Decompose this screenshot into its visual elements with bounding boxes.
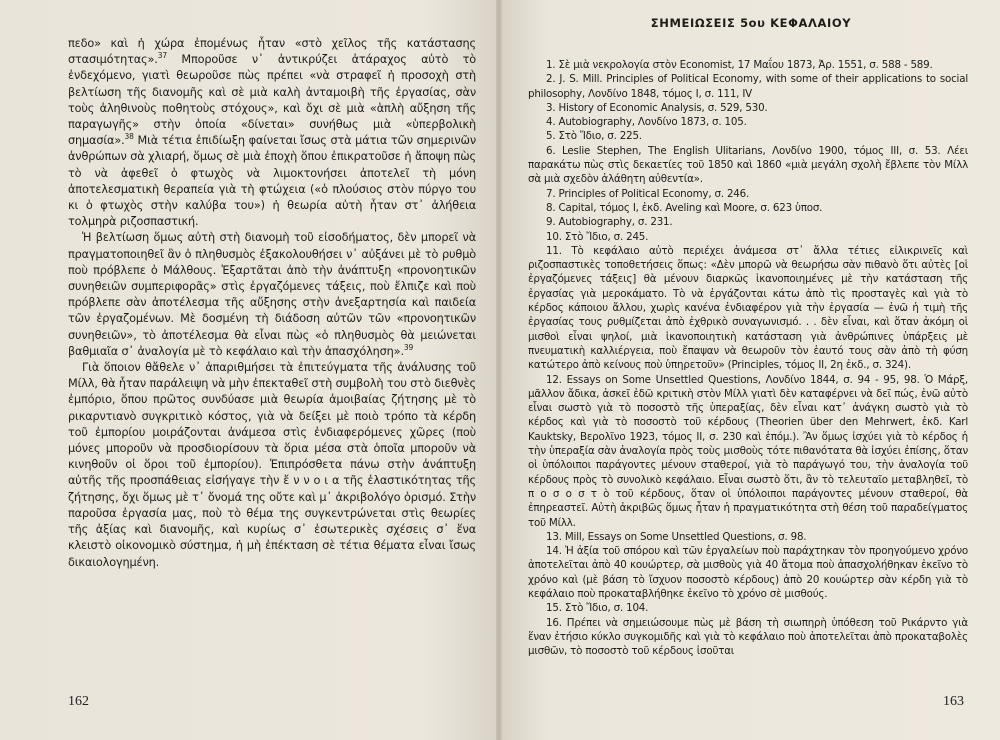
- note-12: 12. Essays on Some Unsettled Questions, Λονδίνο 1844, σ. 94 - 95, 98. Ὁ Μάρξ, μᾶλλον ἄδικα, ἀσκεῖ ἐδῶ κριτικὴ στὸν Μίλλ γιατὶ δὲν καταφέρνει νὰ δεῖ πώς, ἐνῶ αὐτὸ εἶναι σωστὸ γιὰ τὸ ποσοστὸ τῆς ὑπεραξίας, δὲν εἶναι κατ᾽ ἀνάγκη σωστὸ γιὰ τὸ κέρδος καὶ γιὰ τὸ ποσοστὸ τοῦ κέρδους (Theorien über den Mehrwert, ἐκδ. Karl Kauktsky, Βερολῖνο 1923, τόμος ΙΙ, σ. 230 καὶ ἑπόμ.). Ἂν ὅμως ἰσχύει γιὰ τὸ κέρδος ἡ τὴν ὑπεραξία σὰν ἀναλογία πρὸς τοὺς μισθοὺς τότε πιθανότατα θὰ ἰσχύει ἐπίσης, ὅταν οἱ ὑπόλοιποι παράγοντες μένουν σταθεροί, γιὰ τὸ παράγωγό του, τὴν ἀναλογία τοῦ κέρδους πρὸς τὸ συνολικὸ κεφάλαιο. Εἶναι σωστὸ ὅτι, ἂν τὸ τελευταῖο μεταβληθεῖ, τὸ π ο σ ο σ τ ὸ τοῦ κέρδους, ὅταν οἱ ὑπόλοιποι παράγοντες μένουν σταθεροί, θὰ ἐπηρεαστεῖ. Αὐτὴ ἀκριβῶς ὅμως ἦταν ἡ πραγματικότητα στὴ θέση τοῦ παραδείγματος τοῦ Μίλλ.: [528, 373, 968, 529]
- note-10: 10. Στὸ Ἴδιο, σ. 245.: [546, 230, 649, 243]
- note-14: 14. Ἡ ἀξία τοῦ σπόρου καὶ τῶν ἐργαλείων ποὺ παράχτηκαν τὸν προηγούμενο χρόνο ἀποτελεῖται ἀπὸ 40 κουώρτερ, σὰ μισθοὺς γιὰ 40 ἄτομα ποὺ ἀπασχολήθηκαν ἐκεῖνο τὸ χρόνο καὶ (μὲ βάση τὸ ἴσχυον ποσοστὸ κέρδους) ἀπὸ 20 κουώρτερ σὰν κέρδη γιὰ τὸ κεφάλαιο ποὺ προκαταβλήθηκε ἐκεῖνο τὸ χρόνο σὲ μισθούς.: [528, 545, 968, 600]
- left-page-text: [68, 36, 476, 571]
- note-16: 16. Πρέπει νὰ σημειώσουμε πὼς μὲ βάση τὴ σιωπηρὴ ὑπόθεση τοῦ Ρικάρντο γιὰ ἕναν ἐτήσιο κύκλο συγκομιδῆς καὶ γιὰ τὸ κεφάλαιο ποὺ ἀποτελεῖται ἀπὸ προκαταβολὲς μισθῶν, τὸ ποσοστὸ τοῦ κέρδους ἰσοῦται: [528, 616, 968, 658]
- note-4: 4. Autobiography, Λονδίνο 1873, σ. 105.: [546, 116, 747, 129]
- note-9: 9. Autobiography, σ. 231.: [546, 216, 673, 229]
- note-8: 8. Capital, τόμος Ι, ἐκδ. Aveling καὶ Moore, σ. 623 ὑποσ.: [546, 201, 823, 214]
- paragraph-1: πεδο» καὶ ἡ χώρα ἐπομένως ἦταν «στὸ χεῖλος τῆς κατάστασης στασιμότητας».$^{37}$ Μποροῦσε ν᾽ ἀντικρύζει ἀτάραχος αὐτὸ τὸ ἐνδεχόμενο, γιατὶ θεωροῦσε πὼς πρέπει «νὰ στραφεῖ ἡ προσοχὴ στὴ βελτίωση τῆς διανομῆς καὶ σὲ μιὰ καλὴ ἀνταμοιβὴ τῆς ἐργασίας, σὰν τοὺς ἀληθινοὺς ποθητοὺς στόχους», καὶ ὄχι σὲ μιὰ «ἁπλὴ αὔξηση τῆς παραγωγῆς» στὴν ὁποία «δίνεται» συνήθως μιὰ «ὑπερβολικὴ σημασία».$^{38}$ Μιὰ τέτια ἐπιδίωξη φαίνεται ἴσως στὰ μάτια τῶν σημερινῶν ἀνθρώπων σὰ χλιαρή, ὅμως σὲ μιὰ ἐποχὴ ὅπου ἐπικρατοῦσε ἡ ἄποψη πὼς τὸ νὰ ἀφεθεῖ ὁ φτωχὸς νὰ λιμοκτονήσει ἀποτελεῖ τὴ μόνη ἀποτελεσματικὴ θεραπεία γιὰ τὴ φτώχεια («ὁ πλούσιος στὸν πύργο του κι ὁ φτωχὸς στὴν καλύβα του») ἡ θεωρία αὐτὴ ἦταν στ᾽ ἀλήθεια τολμηρὰ ριζοσπαστική.: [68, 37, 476, 229]
- left-page: [0, 0, 498, 740]
- note-11: 11. Τὸ κεφάλαιο αὐτὸ περιέχει ἀνάμεσα στ᾽ ἄλλα τέτιες εἰλικρινεῖς καὶ ριζοσπαστικὲς τοποθετήσεις ὅπως: «Δὲν μπορῶ νὰ θεωρήσω σὰν πιθανὸ ὅτι αὐτὲς [οἱ ἐργαζόμενες τάξεις] θὰ μένουν διαρκῶς ἱκανοποιημένες μὲ τὴν κατάσταση τῆς ἐργασίας γιὰ μεροκάματο. Τὸ νὰ ἐργάζονται κάτω ἀπὸ τὶς προσταγὲς καὶ γιὰ τὸ κέρδος κάποιου ἄλλου, χωρὶς κανένα ἐνδιαφέρον γιὰ τὴν ἐργασία — ἐνῶ ἡ τιμὴ τῆς ἐργασίας τους ρυθμίζεται ἀπὸ ἐχθρικὸ συναγωνισμό. . . δὲν εἶναι, καὶ ὅταν ἀκόμη οἱ μισθοὶ εἶναι ψηλοί, μιὰ ἱκανοποιητικὴ κατάσταση γιὰ ἀνθρώπινες ὑπάρξεις μὲ πνευματικὴ καλλιέργεια, ποὺ ἔπαψαν νὰ θεωροῦν τὸν ἑαυτό τους σὰν ἀπὸ τὴ φύση κατώτερο ἀπὸ κείνους ποὺ ὑπηρετοῦν» (Principles, τόμος ΙΙ, 2η ἐκδ., σ. 324).: [528, 244, 968, 372]
- right-page: [498, 0, 1000, 740]
- note-6: 6. Leslie Stephen, The English Ulitarians, Λονδίνο 1900, τόμος ΙΙΙ, σ. 53. Λέει παρακάτω πὼς στὶς δεκαετίες τοῦ 1850 καὶ 1860 «μιὰ μεγάλη σχολὴ ἔβλεπε τὸν Μίλλ σὰ μιὰ σχεδὸν ἀλάθητη αὐθεντία».: [528, 144, 968, 186]
- notes-list: [528, 58, 968, 658]
- note-3: 3. History of Economic Analysis, σ. 529, 530.: [546, 101, 768, 114]
- paragraph-3: Γιὰ ὅποιον θἄθελε ν᾽ ἀπαριθμήσει τὰ ἐπιτεύγματα τῆς ἀνάλυσης τοῦ Μίλλ, θὰ ἦταν παράλειψη νὰ μὴν ἐπεκταθεῖ στὴ συμβολὴ του στὸ διεθνὲς ἐμπόριο, ὅπου πρῶτος συνδύασε μιὰ θεωρία ἀμοιβαίας ζήτησης μὲ τὸ ρικαρντιανὸ συγκριτικὸ κόστος, γιὰ νὰ δείξει μὲ ποιὸ τρόπο τὰ κέρδη τοῦ ἐμπορίου μοιράζονται ἀνάμεσα στὶς ἐνδιαφερόμενες χῶρες (ποὺ μόνες μποροῦν νὰ προσδιορίσουν τὰ ὅρια μέσα στὰ ὁποῖα μποροῦν νὰ κινηθοῦν οἱ ὅροι τοῦ ἐμπορίου). Ἐπιπρόσθετα πάνω στὴν ἀνάπτυξη αὐτῆς τῆς προσπάθειας εἰσήγαγε τὴν ἔ ν ν ο ι α τῆς ἐλαστικότητας τῆς ζήτησης, ὄχι ὅμως μὲ τ᾽ ὄνομά της οὔτε καὶ μ᾽ ἀκριβολόγο ὁρισμό. Στὴν παροῦσα ἐργασία μας, ποὺ τὸ θέμα της συγκεντρώνεται στὶς θεωρίες τῆς ἀξίας καὶ διανομῆς, καὶ κυρίως σ᾽ ἐσωτερικὲς σχέσεις σ᾽ ἕνα κλειστὸ οἰκονομικὸ σύστημα, ἡ μὴ ἐπέκταση σὲ τέτια θέματα εἶναι ἴσως δικαιολογημένη.: [68, 361, 476, 569]
- note-5: 5. Στὸ Ἴδιο, σ. 225.: [546, 130, 642, 143]
- book-gutter: [496, 0, 502, 740]
- paragraph-2: Ἡ βελτίωση ὅμως αὐτὴ στὴ διανομὴ τοῦ εἰσοδήματος, δὲν μπορεῖ νὰ πραγματοποιηθεῖ ἂν ὁ πληθυσμὸς ἐξακολουθήσει ν᾽ αὐξάνει μὲ τὸ ρυθμὸ ποὺ πρόβλεπε ὁ Μάλθους. Ἐξαρτᾶται ἀπὸ τὴν ἀνάπτυξη «προνοητικῶν συνηθειῶν συμπεριφορᾶς» στὶς ἐργαζόμενες τάξεις, ποὺ ἔλπιζε καὶ ποὺ πρόβλεπε σὰν ἀποτέλεσμα τῆς αὔξησης στὴν ἀνεξαρτησία καὶ παιδεία τῶν ἐργαζομένων. Μὲ δοσμένη τὴ διάδοση αὐτῶν τῶν «προνοητικῶν συνηθειῶν», τὸ ἀποτέλεσμα θὰ εἶναι πὼς «ὁ πληθυσμὸς θὰ μειώνεται βαθμιαῖα σ᾽ ἀναλογία μὲ τὸ κεφάλαιο καὶ τὴν ἀπασχόληση».$^{39}$: [68, 231, 476, 358]
- note-15: 15. Στὸ Ἴδιο, σ. 104.: [546, 602, 649, 615]
- note-13: 13. Mill, Essays on Some Unsettled Questions, σ. 98.: [546, 530, 807, 543]
- note-1: 1. Σὲ μιὰ νεκρολογία στὸν Economist, 17 Μαΐου 1873, Ἀρ. 1551, σ. 588 - 589.: [546, 59, 933, 71]
- page-number: 162: [68, 694, 89, 709]
- note-7: 7. Principles of Political Economy, σ. 246.: [546, 187, 750, 200]
- footnote-ref-37: 37: [157, 51, 167, 61]
- note-2: 2. J. S. Mill. Principles of Political Economy, with some of their applications to social philosophy, Λονδίνο 1848, τόμος Ι, σ. 111, IV: [528, 73, 968, 100]
- notes-title: ΣΗΜΕΙΩΣΕΙΣ 5ου ΚΕΦΑΛΑΙΟΥ: [650, 16, 852, 30]
- page-number: 163: [943, 694, 964, 709]
- footnote-ref-38: 38: [124, 132, 134, 142]
- footnote-ref-39: 39: [403, 343, 414, 353]
